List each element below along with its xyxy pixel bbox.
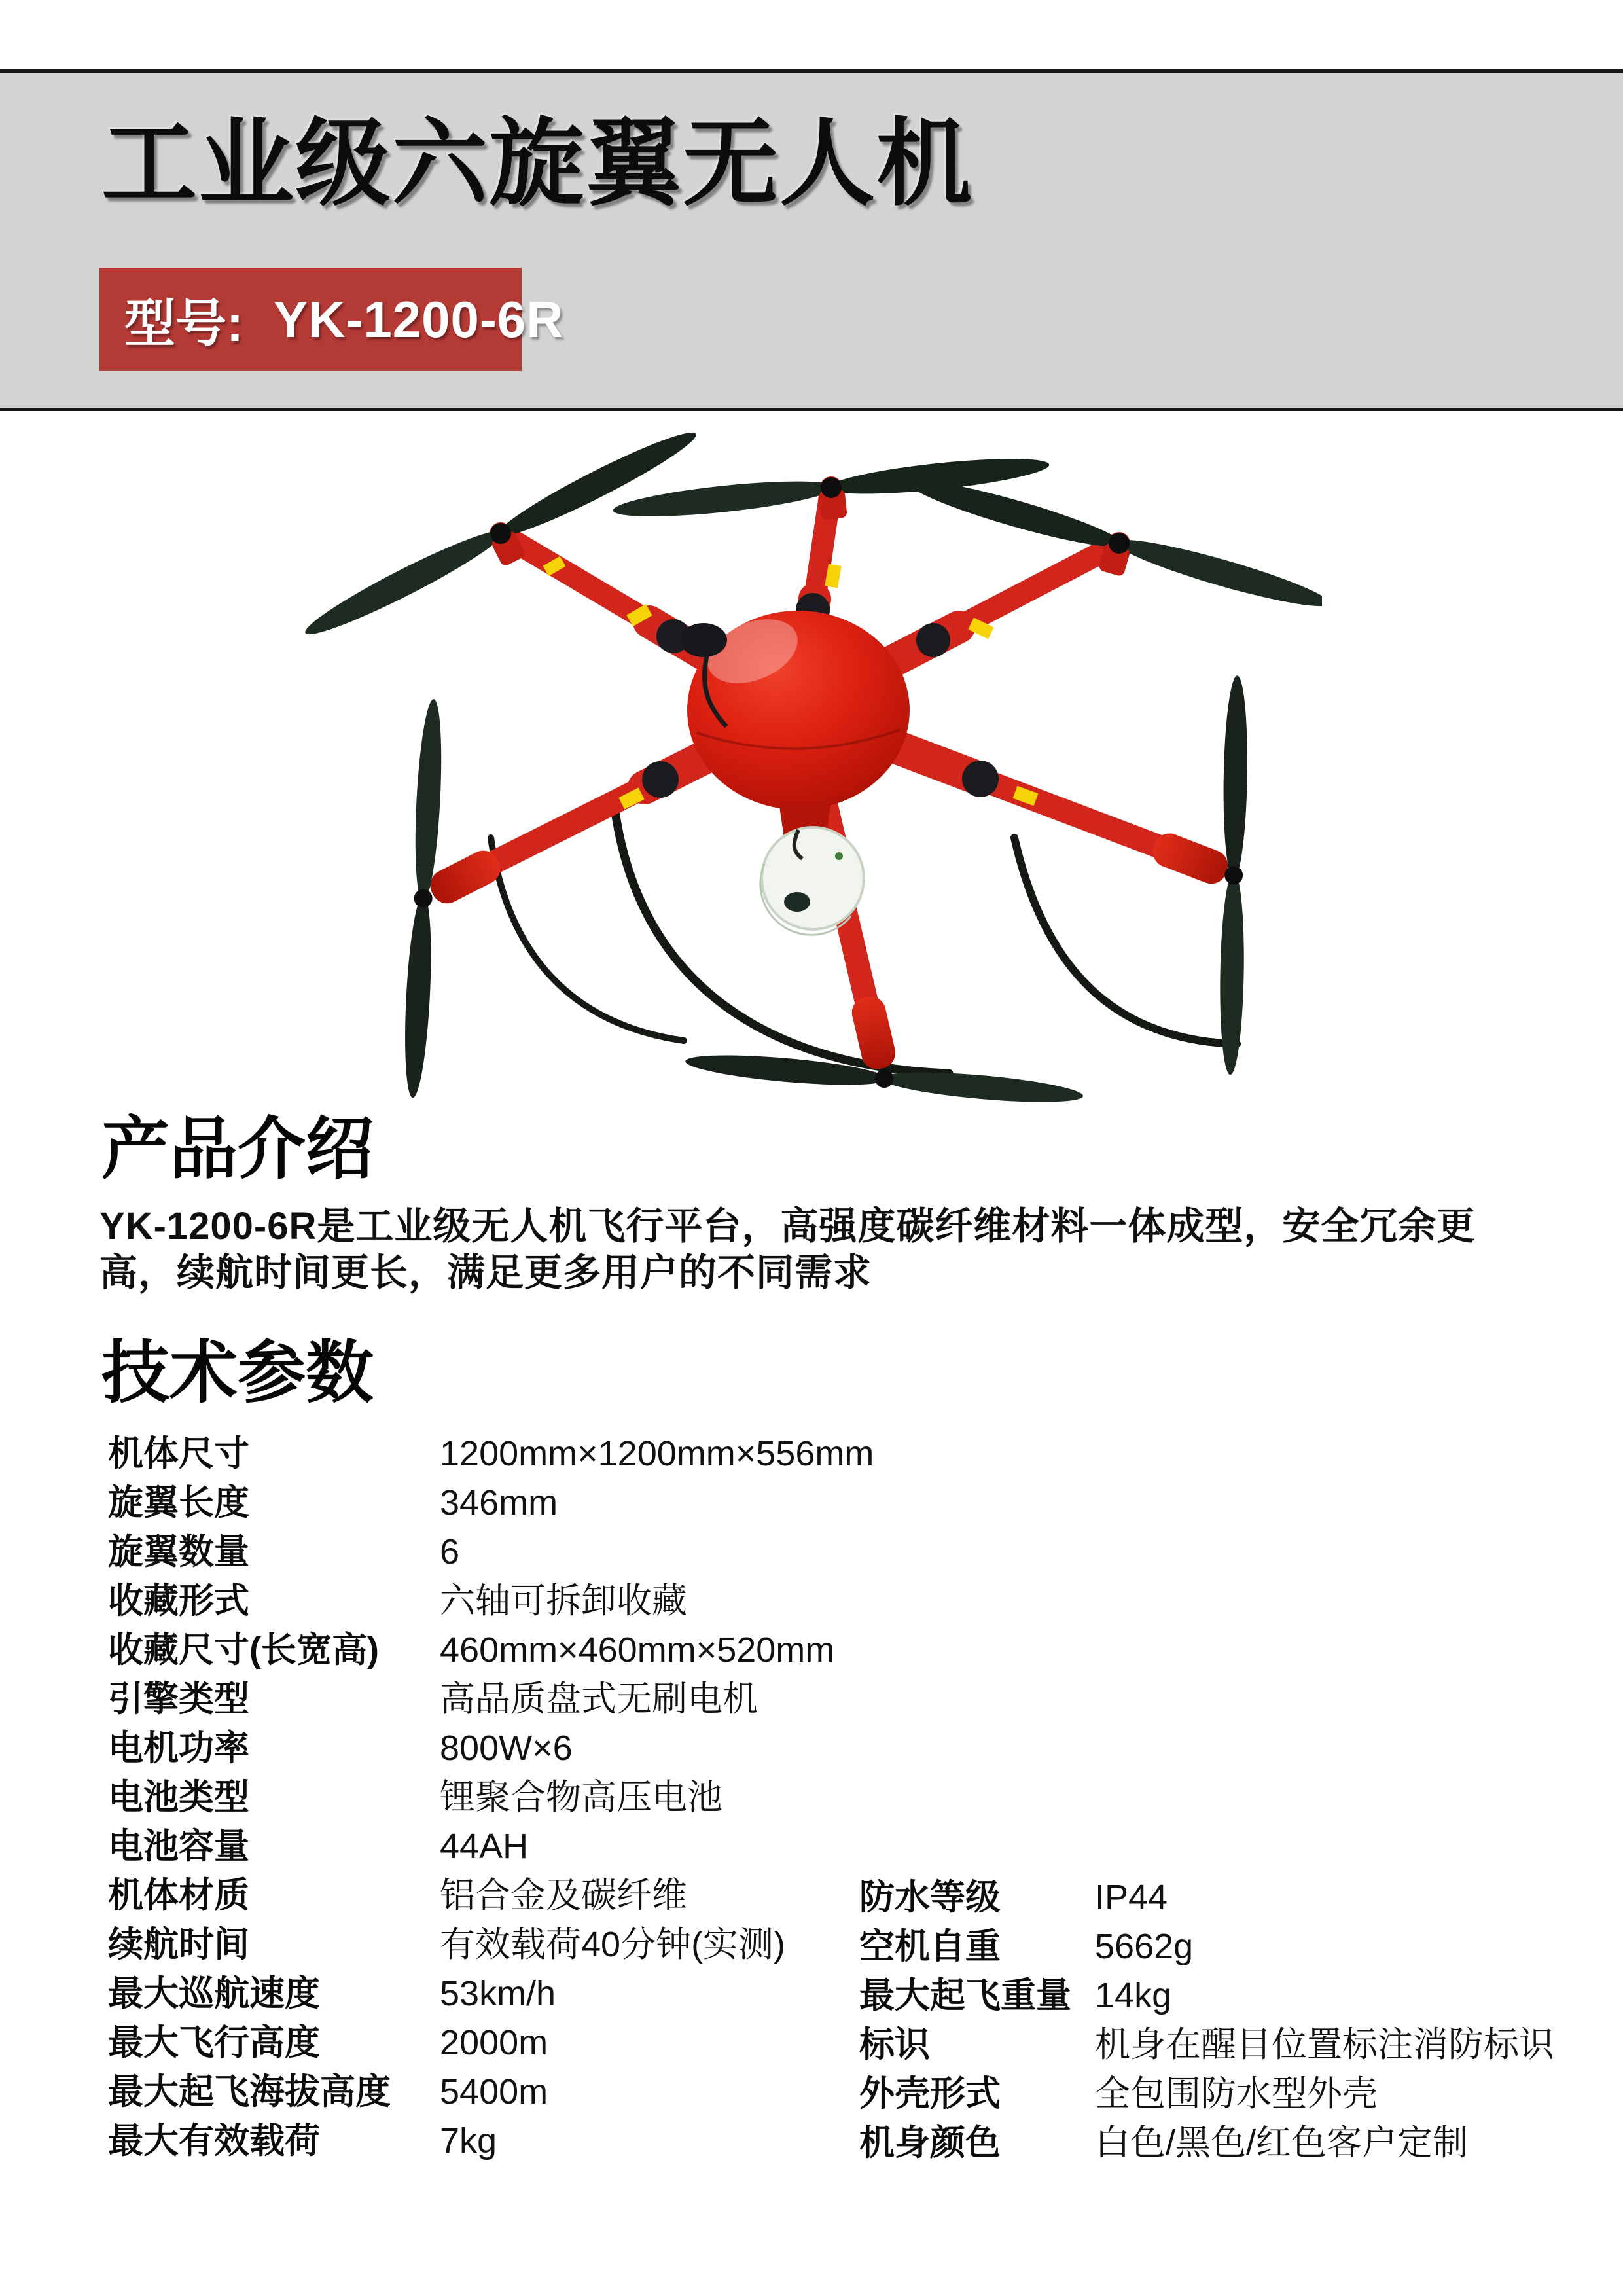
model-label: 型号: — [124, 295, 243, 352]
spec-row — [108, 1433, 874, 1482]
spec-value: 800W×6 — [440, 1729, 573, 1768]
spec-value: 2000m — [440, 2023, 548, 2062]
spec-value: 460mm×460mm×520mm — [440, 1630, 835, 1670]
spec-row — [859, 2123, 1612, 2172]
spec-value: 1200mm×1200mm×556mm — [440, 1434, 874, 1473]
spec-label: 标识 — [859, 2025, 930, 2064]
spec-row — [859, 2024, 1612, 2073]
spec-value: 有效载荷40分钟(实测) — [440, 1925, 786, 1964]
spec-label: 旋翼长度 — [108, 1483, 249, 1522]
spec-value: 14kg — [1095, 1976, 1172, 2015]
spec-value: 白色/黑色/红色客户定制 — [1095, 2123, 1469, 2162]
spec-row — [108, 1924, 861, 1973]
spec-label: 防水等级 — [859, 1878, 1001, 1917]
model-badge — [99, 268, 564, 371]
page-title: 工业级六旋翼无人机 — [101, 110, 973, 217]
spec-row — [108, 2022, 861, 2072]
spec-value: 346mm — [440, 1483, 558, 1522]
spec-label: 电池类型 — [108, 1778, 249, 1817]
spec-value: 53km/h — [440, 1974, 556, 2013]
spec-label: 最大飞行高度 — [108, 2023, 320, 2062]
spec-label: 机身颜色 — [859, 2123, 1001, 2162]
spec-label: 旋翼数量 — [108, 1532, 249, 1571]
spec-row — [859, 1877, 1612, 1926]
spec-value: 铝合金及碳纤维 — [440, 1876, 687, 1915]
intro-heading: 产品介绍 — [101, 1111, 374, 1187]
spec-label: 电池容量 — [108, 1827, 249, 1866]
spec-row — [108, 1679, 861, 1728]
intro-body: YK-1200-6R是工业级无人机飞行平台，高强度碳纤维材料一体成型，安全冗余更高，续航时间更长，满足更多用户的不同需求 — [99, 1205, 1476, 1294]
spec-row — [108, 1826, 861, 1875]
spec-value: 锂聚合物高压电池 — [440, 1778, 722, 1817]
spec-value: 44AH — [440, 1827, 529, 1866]
spec-row — [859, 2073, 1612, 2123]
model-value: YK-1200-6R — [273, 290, 564, 348]
spec-value: IP44 — [1095, 1878, 1168, 1917]
spec-label: 引擎类型 — [108, 1679, 249, 1719]
spec-row — [108, 1482, 861, 1532]
spec-label: 收藏形式 — [108, 1581, 249, 1621]
spec-table-left — [108, 1433, 874, 2170]
spec-label: 机体尺寸 — [108, 1434, 249, 1473]
spec-row — [108, 2121, 861, 2170]
spec-row — [108, 1777, 861, 1826]
spec-row — [859, 1926, 1612, 1975]
spec-row — [108, 1728, 861, 1777]
spec-label: 最大巡航速度 — [108, 1974, 320, 2013]
spec-label: 空机自重 — [859, 1927, 1001, 1966]
spec-label: 外壳形式 — [859, 2074, 1001, 2113]
spec-row — [108, 1581, 861, 1630]
spec-row — [859, 1975, 1612, 2024]
spec-value: 高品质盘式无刷电机 — [440, 1679, 758, 1719]
spec-value: 六轴可拆卸收藏 — [440, 1581, 687, 1621]
spec-value: 6 — [440, 1532, 460, 1571]
drone-photo — [275, 419, 1322, 1126]
spec-value: 机身在醒目位置标注消防标识 — [1095, 2025, 1554, 2064]
spec-row — [108, 1630, 861, 1679]
spec-value: 全包围防水型外壳 — [1095, 2074, 1378, 2113]
spec-row — [108, 1973, 861, 2022]
spec-table-right — [859, 1877, 1612, 2172]
spec-label: 续航时间 — [108, 1925, 249, 1964]
spec-label: 收藏尺寸(长宽高) — [108, 1630, 379, 1670]
spec-row — [108, 2072, 861, 2121]
spec-label: 最大起飞重量 — [859, 1976, 1071, 2015]
header-band — [0, 69, 1623, 411]
spec-label: 最大有效载荷 — [108, 2121, 320, 2161]
spec-label: 最大起飞海拔高度 — [108, 2072, 391, 2111]
spec-row — [108, 1532, 861, 1581]
spec-value: 5662g — [1095, 1927, 1194, 1966]
specs-heading: 技术参数 — [101, 1335, 374, 1411]
spec-label: 电机功率 — [108, 1729, 249, 1768]
spec-row — [108, 1875, 861, 1924]
spec-label: 机体材质 — [108, 1876, 249, 1915]
spec-value: 5400m — [440, 2072, 548, 2111]
spec-value: 7kg — [440, 2121, 497, 2161]
